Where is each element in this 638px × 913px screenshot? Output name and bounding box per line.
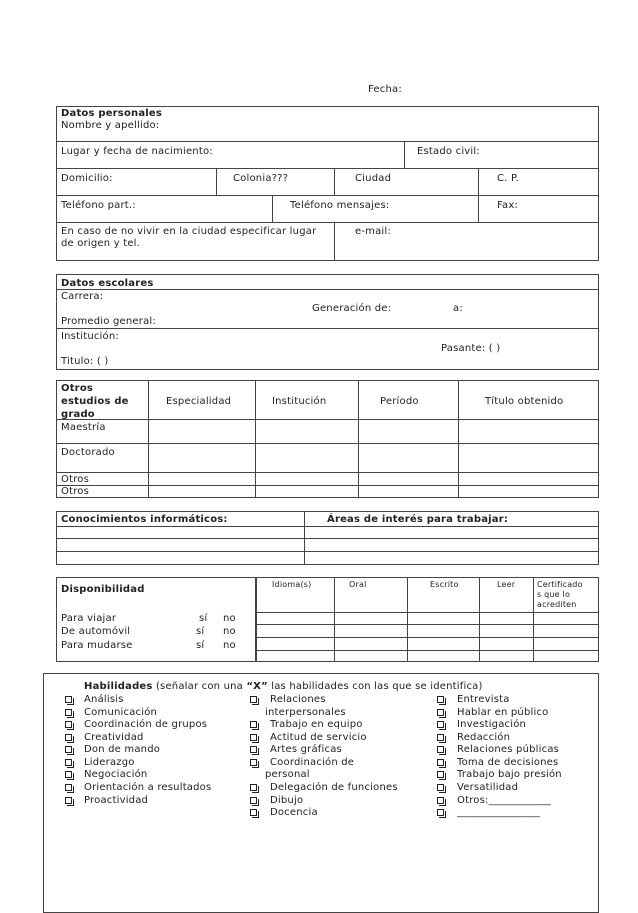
carrera-label: Carrera: xyxy=(61,291,104,302)
domicilio-label: Domicilio: xyxy=(61,173,113,184)
skill-toma-decisiones: Toma de decisiones xyxy=(457,757,559,768)
disponibilidad-title: Disponibilidad xyxy=(61,584,145,595)
skill-coordinacion-de: Coordinación de xyxy=(270,757,355,768)
otros-title-line1: Otros xyxy=(61,383,94,394)
habilidades-header: Habilidades (señalar con una “X” las habilidades con las que se identifica) xyxy=(84,681,483,692)
col-idiomas: Idioma(s) xyxy=(272,580,312,589)
estado-civil-label: Estado civil: xyxy=(417,146,480,157)
skill-comunicacion: Comunicación xyxy=(84,707,158,718)
titulo-label: Titulo: ( ) xyxy=(61,356,109,367)
skill-redaccion: Redacción xyxy=(457,732,511,743)
mudarse-no: no xyxy=(223,640,236,651)
email-label: e-mail: xyxy=(355,226,391,237)
col-certificado-1: Certificado xyxy=(537,580,583,589)
para-viajar-label: Para viajar xyxy=(61,613,117,624)
institucion-label: Institución: xyxy=(61,331,119,342)
row-otros-1: Otros xyxy=(61,474,90,485)
mudarse-label: Para mudarse xyxy=(61,640,133,651)
skill-artes-graficas: Artes gráficas xyxy=(270,744,342,755)
caso-label-line2: de origen y tel. xyxy=(61,238,141,249)
skill-delegacion-funciones: Delegación de funciones xyxy=(270,782,398,793)
para-viajar-no: no xyxy=(223,613,236,624)
nombre-label: Nombre y apellido: xyxy=(61,120,160,131)
generacion-a-label: a: xyxy=(453,303,463,314)
cp-label: C. P. xyxy=(497,173,519,184)
caso-label-line1: En caso de no vivir en la ciudad especificar lugar xyxy=(61,226,317,237)
checkbox-proactividad[interactable] xyxy=(65,797,72,804)
checkbox-otros[interactable] xyxy=(437,797,444,804)
fax-label: Fax: xyxy=(497,200,519,211)
col-institucion: Institución xyxy=(272,396,327,407)
col-certificado-2: s que lo xyxy=(537,590,571,599)
checkbox-analisis[interactable] xyxy=(65,696,72,703)
checkbox-creatividad[interactable] xyxy=(65,734,72,741)
row-doctorado: Doctorado xyxy=(61,447,115,458)
skill-negociacion: Negociación xyxy=(84,769,148,780)
checkbox-entrevista[interactable] xyxy=(437,696,444,703)
checkbox-investigacion[interactable] xyxy=(437,721,444,728)
checkbox-redaccion[interactable] xyxy=(437,734,444,741)
checkbox-coordinacion-personal[interactable] xyxy=(250,759,257,766)
col-especialidad: Especialidad xyxy=(166,396,232,407)
areas-title: Áreas de interés para trabajar: xyxy=(327,514,509,525)
skill-otros: Otros:____________ xyxy=(457,795,551,806)
checkbox-artes-graficas[interactable] xyxy=(250,746,257,753)
col-escrito: Escrito xyxy=(430,580,459,589)
telefono-mensajes-label: Teléfono mensajes: xyxy=(290,200,390,211)
otros-title-line2: estudios de xyxy=(61,396,129,407)
skill-investigacion: Investigación xyxy=(457,719,527,730)
col-certificado-3: acrediten xyxy=(537,600,577,609)
skill-interpersonales: interpersonales xyxy=(265,707,346,718)
checkbox-don-de-mando[interactable] xyxy=(65,746,72,753)
skill-relaciones-publicas: Relaciones públicas xyxy=(457,744,560,755)
skill-dibujo: Dibujo xyxy=(270,795,304,806)
skill-docencia: Docencia xyxy=(270,807,318,818)
checkbox-docencia[interactable] xyxy=(250,809,257,816)
row-otros-2: Otros xyxy=(61,486,90,497)
pasante-label: Pasante: ( ) xyxy=(441,343,501,354)
col-oral: Oral xyxy=(349,580,367,589)
lugar-fecha-label: Lugar y fecha de nacimiento: xyxy=(61,146,213,157)
col-titulo-obtenido: Título obtenido xyxy=(485,396,564,407)
checkbox-liderazgo[interactable] xyxy=(65,759,72,766)
fecha-label: Fecha: xyxy=(368,84,402,95)
skill-trabajo-equipo: Trabajo en equipo xyxy=(270,719,363,730)
checkbox-orientacion-resultados[interactable] xyxy=(65,784,72,791)
skill-entrevista: Entrevista xyxy=(457,694,510,705)
ciudad-label: Ciudad xyxy=(355,173,392,184)
skill-orientacion-resultados: Orientación a resultados xyxy=(84,782,212,793)
promedio-label: Promedio general: xyxy=(61,316,156,327)
skill-versatilidad: Versatilidad xyxy=(457,782,519,793)
checkbox-comunicacion[interactable] xyxy=(65,709,72,716)
otros-title-line3: grado xyxy=(61,409,95,420)
generacion-label: Generación de: xyxy=(312,303,392,314)
escolares-title: Datos escolares xyxy=(61,278,154,289)
checkbox-negociacion[interactable] xyxy=(65,771,72,778)
checkbox-relaciones-publicas[interactable] xyxy=(437,746,444,753)
skill-proactividad: Proactividad xyxy=(84,795,149,806)
checkbox-toma-decisiones[interactable] xyxy=(437,759,444,766)
skill-trabajo-presion: Trabajo bajo presión xyxy=(457,769,562,780)
checkbox-otros-blank[interactable] xyxy=(437,809,444,816)
conocimientos-title: Conocimientos informáticos: xyxy=(61,514,228,525)
skill-hablar-publico: Hablar en público xyxy=(457,707,549,718)
personal-title: Datos personales xyxy=(61,108,163,119)
skill-relaciones: Relaciones xyxy=(270,694,326,705)
automovil-no: no xyxy=(223,626,236,637)
automovil-label: De automóvil xyxy=(61,626,131,637)
skill-liderazgo: Liderazgo xyxy=(84,757,135,768)
skill-otros-blank: ________________ xyxy=(457,807,541,818)
mudarse-si: sí xyxy=(196,640,205,651)
col-leer: Leer xyxy=(497,580,516,589)
checkbox-coordinacion-grupos[interactable] xyxy=(65,721,72,728)
checkbox-trabajo-presion[interactable] xyxy=(437,771,444,778)
automovil-si: sí xyxy=(196,626,205,637)
checkbox-actitud-servicio[interactable] xyxy=(250,734,257,741)
skill-coordinacion-grupos: Coordinación de grupos xyxy=(84,719,208,730)
checkbox-versatilidad[interactable] xyxy=(437,784,444,791)
col-periodo: Período xyxy=(380,396,419,407)
skill-personal: personal xyxy=(265,769,310,780)
checkbox-relaciones-interpersonales[interactable] xyxy=(250,696,257,703)
checkbox-delegacion-funciones[interactable] xyxy=(250,784,257,791)
checkbox-hablar-publico[interactable] xyxy=(437,709,444,716)
checkbox-dibujo[interactable] xyxy=(250,797,257,804)
colonia-label: Colonia??? xyxy=(233,173,289,184)
skill-creatividad: Creatividad xyxy=(84,732,144,743)
skill-analisis: Análisis xyxy=(84,694,124,705)
skill-don-de-mando: Don de mando xyxy=(84,744,161,755)
para-viajar-si: sí xyxy=(199,613,208,624)
row-maestria: Maestría xyxy=(61,422,106,433)
skill-actitud-servicio: Actitud de servicio xyxy=(270,732,367,743)
telefono-part-label: Teléfono part.: xyxy=(61,200,136,211)
checkbox-trabajo-equipo[interactable] xyxy=(250,721,257,728)
